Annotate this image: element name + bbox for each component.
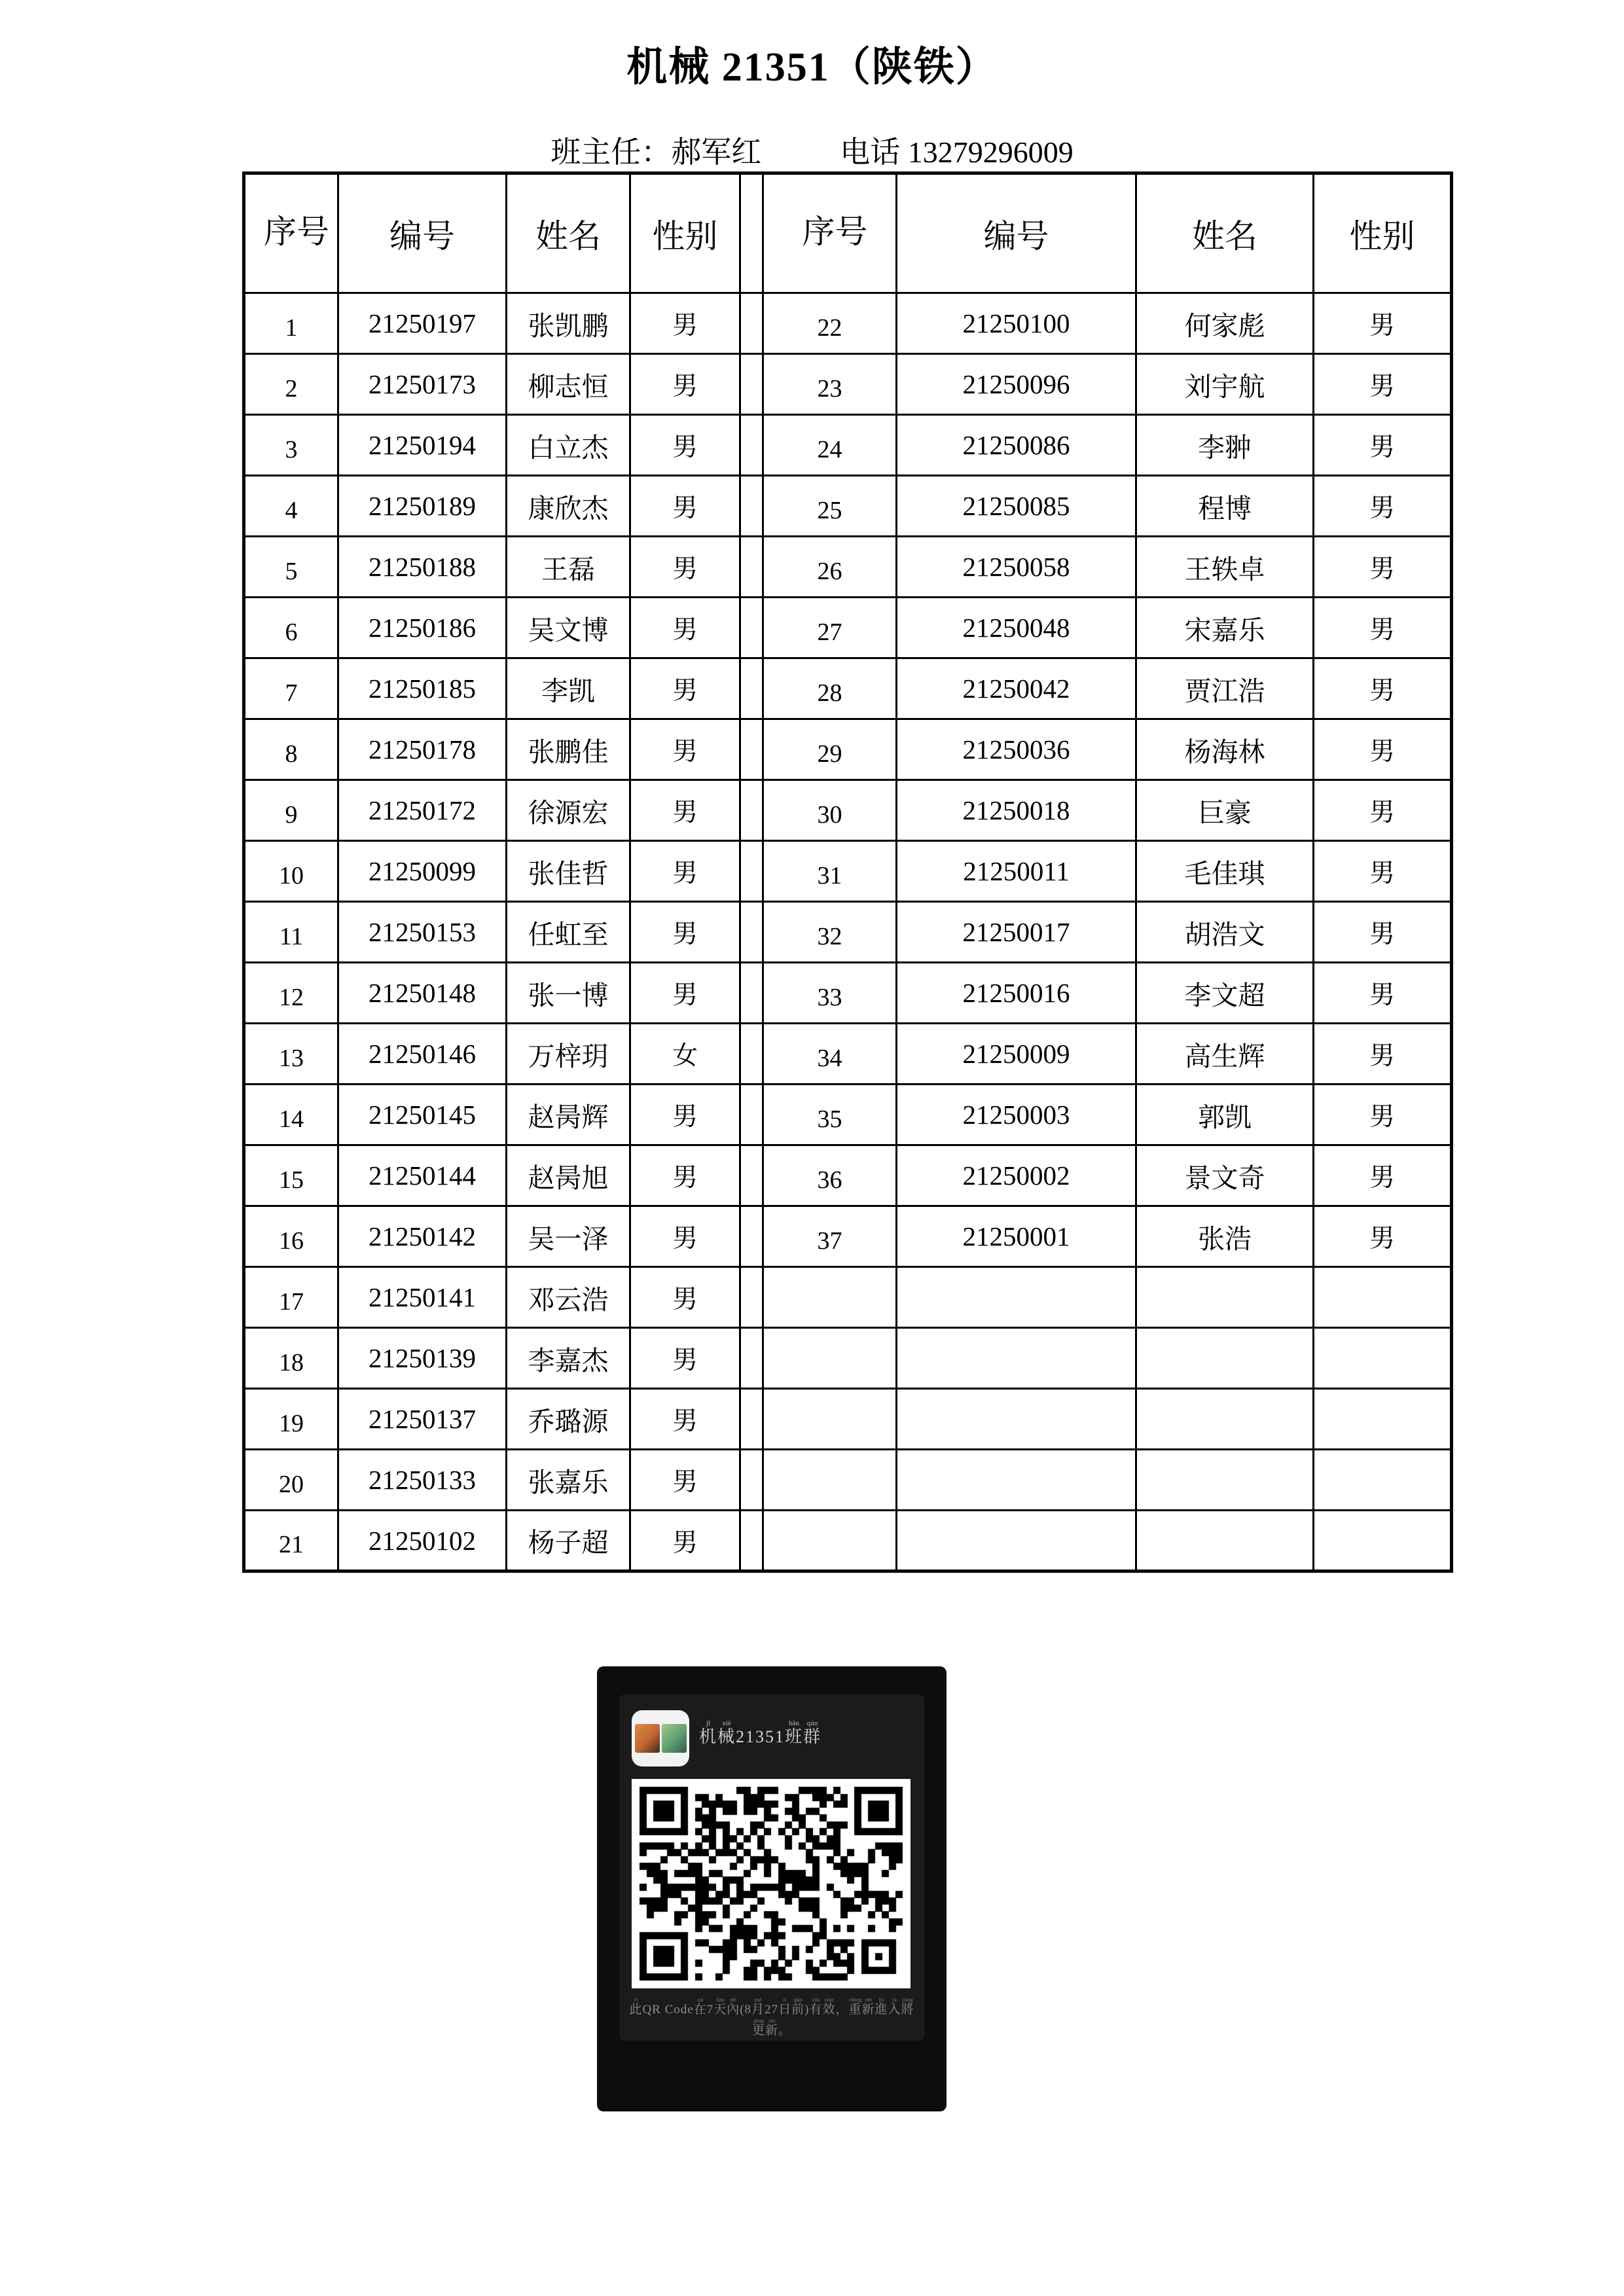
cell: 男 [1314, 476, 1452, 537]
cell: 21250086 [897, 415, 1136, 476]
cell: 34 [763, 1024, 897, 1085]
cell: 男 [630, 293, 740, 354]
cell [1136, 1450, 1314, 1511]
spacer-cell [740, 658, 763, 719]
cell: 21250185 [338, 658, 507, 719]
table-row [244, 598, 1452, 658]
cell: 21250186 [338, 598, 507, 658]
cell: 21250178 [338, 719, 507, 780]
cell: 赵昺旭 [507, 1145, 630, 1206]
phone-label: 电话 [840, 135, 908, 169]
cell: 7 [244, 658, 338, 719]
cell: 32 [763, 902, 897, 963]
cell: 李翀 [1136, 415, 1314, 476]
cell: 男 [1314, 841, 1452, 902]
cell: 男 [630, 354, 740, 415]
cell: 21250173 [338, 354, 507, 415]
table-row [244, 293, 1452, 354]
cell: 王轶卓 [1136, 537, 1314, 598]
cell [1314, 1328, 1452, 1389]
cell: 21250188 [338, 537, 507, 598]
cell: 男 [1314, 354, 1452, 415]
cell: 6 [244, 598, 338, 658]
teacher-name: 郝军红 [671, 135, 762, 169]
spacer-cell [740, 1328, 763, 1389]
phone-number: 13279296009 [907, 135, 1074, 169]
cell: 21250153 [338, 902, 507, 963]
cell: 21250172 [338, 780, 507, 841]
cell: 男 [1314, 293, 1452, 354]
cell: 男 [630, 1267, 740, 1328]
spacer-cell [740, 354, 763, 415]
cell [1314, 1389, 1452, 1450]
cell: 25 [763, 476, 897, 537]
cell [897, 1511, 1136, 1571]
cell: 21250009 [897, 1024, 1136, 1085]
cell: 男 [630, 1328, 740, 1389]
table-row [244, 476, 1452, 537]
spacer-cell [740, 1145, 763, 1206]
cell: 13 [244, 1024, 338, 1085]
cell: 张一博 [507, 963, 630, 1024]
cell: 郭凯 [1136, 1085, 1314, 1145]
cell: 21250137 [338, 1389, 507, 1450]
cell: 邓云浩 [507, 1267, 630, 1328]
cell: 男 [1314, 1145, 1452, 1206]
cell: 张浩 [1136, 1206, 1314, 1267]
cell [1314, 1450, 1452, 1511]
cell: 21250148 [338, 963, 507, 1024]
cell: 李文超 [1136, 963, 1314, 1024]
header-id-left: 编号 [338, 173, 507, 293]
group-avatar [632, 1710, 689, 1767]
cell: 男 [630, 780, 740, 841]
table-row [244, 354, 1452, 415]
cell: 21250036 [897, 719, 1136, 780]
table-row [244, 1511, 1452, 1571]
cell: 康欣杰 [507, 476, 630, 537]
cell: 14 [244, 1085, 338, 1145]
spacer-cell [740, 415, 763, 476]
cell: 男 [1314, 780, 1452, 841]
cell [1136, 1511, 1314, 1571]
cell [763, 1511, 897, 1571]
spacer-cell [740, 1085, 763, 1145]
cell: 35 [763, 1085, 897, 1145]
cell: 男 [630, 476, 740, 537]
cell: 11 [244, 902, 338, 963]
cell: 8 [244, 719, 338, 780]
table-row [244, 1024, 1452, 1085]
cell [1136, 1267, 1314, 1328]
cell: 21250197 [338, 293, 507, 354]
cell: 19 [244, 1389, 338, 1450]
group-name: 机jī械xiè21351班bān群qún [699, 1719, 822, 1746]
cell: 21250016 [897, 963, 1136, 1024]
table-row [244, 1145, 1452, 1206]
cell: 张佳哲 [507, 841, 630, 902]
cell: 万梓玥 [507, 1024, 630, 1085]
cell: 4 [244, 476, 338, 537]
cell: 男 [1314, 415, 1452, 476]
cell: 21250099 [338, 841, 507, 902]
cell: 吴一泽 [507, 1206, 630, 1267]
cell: 26 [763, 537, 897, 598]
table-row [244, 658, 1452, 719]
spacer-cell [740, 1206, 763, 1267]
spacer-cell [740, 963, 763, 1024]
cell [897, 1328, 1136, 1389]
cell: 21250100 [897, 293, 1136, 354]
cell: 21250141 [338, 1267, 507, 1328]
cell: 男 [630, 658, 740, 719]
cell: 5 [244, 537, 338, 598]
cell: 21250058 [897, 537, 1136, 598]
cell [897, 1389, 1136, 1450]
cell: 28 [763, 658, 897, 719]
page-title: 机械 21351（陕铁） [626, 45, 998, 90]
cell: 刘宇航 [1136, 354, 1314, 415]
cell: 男 [630, 963, 740, 1024]
cell: 24 [763, 415, 897, 476]
cell: 男 [630, 1145, 740, 1206]
cell: 宋嘉乐 [1136, 598, 1314, 658]
header-row [244, 173, 1452, 293]
cell: 21250139 [338, 1328, 507, 1389]
cell: 21 [244, 1511, 338, 1571]
cell: 赵昺辉 [507, 1085, 630, 1145]
cell: 胡浩文 [1136, 902, 1314, 963]
cell: 21250145 [338, 1085, 507, 1145]
cell: 31 [763, 841, 897, 902]
cell: 9 [244, 780, 338, 841]
cell: 21250042 [897, 658, 1136, 719]
table-row [244, 1450, 1452, 1511]
cell: 17 [244, 1267, 338, 1328]
cell: 张凯鹏 [507, 293, 630, 354]
table-row [244, 719, 1452, 780]
avatar-photo-right-icon [662, 1724, 687, 1753]
spacer-cell [740, 293, 763, 354]
cell: 杨子超 [507, 1511, 630, 1571]
cell: 20 [244, 1450, 338, 1511]
cell: 33 [763, 963, 897, 1024]
spacer-cell [740, 476, 763, 537]
qr-code [632, 1779, 911, 1988]
cell: 1 [244, 293, 338, 354]
cell: 21250017 [897, 902, 1136, 963]
table-row [244, 902, 1452, 963]
cell: 吴文博 [507, 598, 630, 658]
cell: 37 [763, 1206, 897, 1267]
cell: 2 [244, 354, 338, 415]
header-spacer [740, 173, 763, 293]
avatar-photo-left-icon [635, 1724, 660, 1753]
cell: 张嘉乐 [507, 1450, 630, 1511]
cell: 21250011 [897, 841, 1136, 902]
spacer-cell [740, 780, 763, 841]
cell: 27 [763, 598, 897, 658]
header-gender-left: 性别 [630, 173, 740, 293]
spacer-cell [740, 537, 763, 598]
cell: 22 [763, 293, 897, 354]
cell: 男 [630, 415, 740, 476]
cell: 白立杰 [507, 415, 630, 476]
cell: 男 [1314, 902, 1452, 963]
wechat-qr-card [597, 1666, 947, 2111]
table-row [244, 1389, 1452, 1450]
spacer-cell [740, 598, 763, 658]
spacer-cell [740, 1389, 763, 1450]
table-row [244, 963, 1452, 1024]
cell: 毛佳琪 [1136, 841, 1314, 902]
cell: 21250102 [338, 1511, 507, 1571]
qr-card-panel [619, 1695, 924, 2041]
cell: 男 [630, 719, 740, 780]
table-row [244, 1328, 1452, 1389]
spacer-cell [740, 1267, 763, 1328]
spacer-cell [740, 841, 763, 902]
header-name-left: 姓名 [507, 173, 630, 293]
cell: 男 [630, 598, 740, 658]
cell: 21250001 [897, 1206, 1136, 1267]
cell: 30 [763, 780, 897, 841]
teacher-label: 班主任： [550, 135, 672, 169]
cell: 21250085 [897, 476, 1136, 537]
cell: 36 [763, 1145, 897, 1206]
cell: 21250144 [338, 1145, 507, 1206]
cell: 21250146 [338, 1024, 507, 1085]
header-name-right: 姓名 [1136, 173, 1314, 293]
cell [763, 1450, 897, 1511]
spacer-cell [740, 719, 763, 780]
cell: 男 [630, 841, 740, 902]
cell: 21250018 [897, 780, 1136, 841]
cell: 李凯 [507, 658, 630, 719]
cell: 21250194 [338, 415, 507, 476]
cell: 男 [1314, 963, 1452, 1024]
roster-table [242, 171, 1453, 1573]
cell: 王磊 [507, 537, 630, 598]
cell [1314, 1511, 1452, 1571]
cell: 男 [1314, 719, 1452, 780]
spacer-cell [740, 902, 763, 963]
cell [1314, 1267, 1452, 1328]
table-row [244, 537, 1452, 598]
cell: 杨海林 [1136, 719, 1314, 780]
cell: 12 [244, 963, 338, 1024]
cell: 高生辉 [1136, 1024, 1314, 1085]
cell [1136, 1389, 1314, 1450]
cell: 21250002 [897, 1145, 1136, 1206]
header-index-right: 序号 [763, 173, 897, 293]
cell: 程博 [1136, 476, 1314, 537]
spacer-cell [740, 1511, 763, 1571]
cell: 21250189 [338, 476, 507, 537]
cell: 男 [630, 1450, 740, 1511]
roster-body [244, 293, 1452, 1571]
cell: 18 [244, 1328, 338, 1389]
subtitle [0, 128, 1624, 171]
cell [897, 1450, 1136, 1511]
cell: 任虹至 [507, 902, 630, 963]
cell [763, 1328, 897, 1389]
cell: 21250096 [897, 354, 1136, 415]
cell: 29 [763, 719, 897, 780]
cell: 景文奇 [1136, 1145, 1314, 1206]
cell: 21250142 [338, 1206, 507, 1267]
cell [1136, 1328, 1314, 1389]
qr-validity-caption: 此cǐQR Code在zài7天tiān內nèi(8月yuè27日rì前qián)有yǒu效xiào，重chóng新xīn進jìn入rù將jiāng更gèng新xīn。 [629, 1997, 914, 2038]
cell: 男 [630, 537, 740, 598]
cell [763, 1389, 897, 1450]
header-index-left: 序号 [244, 173, 338, 293]
spacer-cell [740, 1024, 763, 1085]
cell: 10 [244, 841, 338, 902]
table-row [244, 1085, 1452, 1145]
header-gender-right: 性别 [1314, 173, 1452, 293]
cell: 女 [630, 1024, 740, 1085]
cell: 柳志恒 [507, 354, 630, 415]
cell: 男 [1314, 537, 1452, 598]
cell: 男 [630, 1511, 740, 1571]
cell: 巨豪 [1136, 780, 1314, 841]
cell: 男 [630, 902, 740, 963]
cell: 3 [244, 415, 338, 476]
cell: 21250003 [897, 1085, 1136, 1145]
cell: 男 [1314, 1206, 1452, 1267]
cell: 李嘉杰 [507, 1328, 630, 1389]
cell [897, 1267, 1136, 1328]
cell: 15 [244, 1145, 338, 1206]
cell: 贾江浩 [1136, 658, 1314, 719]
table-row [244, 780, 1452, 841]
table-row [244, 1267, 1452, 1328]
cell: 男 [1314, 598, 1452, 658]
cell: 21250133 [338, 1450, 507, 1511]
cell: 乔璐源 [507, 1389, 630, 1450]
cell: 男 [630, 1389, 740, 1450]
table-row [244, 841, 1452, 902]
cell: 徐源宏 [507, 780, 630, 841]
header-id-right: 编号 [897, 173, 1136, 293]
cell: 男 [1314, 658, 1452, 719]
spacer-cell [740, 1450, 763, 1511]
cell: 男 [630, 1085, 740, 1145]
cell: 21250048 [897, 598, 1136, 658]
cell: 张鹏佳 [507, 719, 630, 780]
table-row [244, 1206, 1452, 1267]
cell: 男 [630, 1206, 740, 1267]
cell: 23 [763, 354, 897, 415]
cell: 男 [1314, 1085, 1452, 1145]
cell: 何家彪 [1136, 293, 1314, 354]
cell [763, 1267, 897, 1328]
cell: 男 [1314, 1024, 1452, 1085]
cell: 16 [244, 1206, 338, 1267]
table-row [244, 415, 1452, 476]
